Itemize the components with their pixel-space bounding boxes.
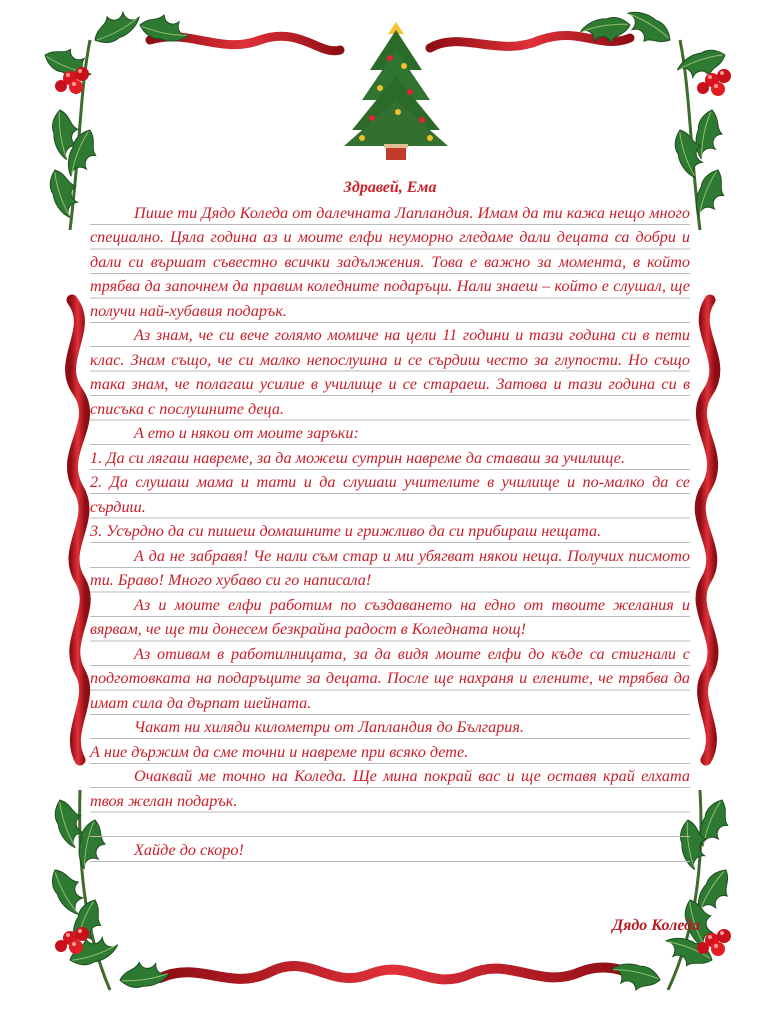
paragraph-letter-received: А да не забравя! Че нали съм стар и ми убягват някои неща. Получих писмото ти. Браво! Много хубаво си го написала!: [90, 544, 690, 593]
task-item-2: 2. Да слушаш мама и тати и да слушаш учителите в училище и по-малко да се сърдиш.: [90, 470, 690, 519]
right-ribbon: [700, 300, 715, 760]
paragraph-workshop: Аз отивам в работилницата, за да видя моите елфи до къде са стигнали с подготовката на подаръците за децата. После ще нахраня и елените, че трябва да имат сила да дърпат шейната.: [90, 642, 690, 716]
blank-line: [90, 813, 690, 838]
paragraph-distance: Чакат ни хиляди километри от Лапландия до България.: [90, 715, 690, 740]
paragraph-elves-working: Аз и моите елфи работим по създаването на едно от твоите желания и вярвам, че ще ти донесем безкрайна радост в Коледната нощ!: [90, 593, 690, 642]
bottom-ribbon: [160, 966, 630, 979]
paragraph-tasks-intro: А ето и някои от моите заръки:: [90, 421, 690, 446]
paragraph-on-time: А ние държим да сме точни и навреме при всяко дете.: [90, 740, 690, 765]
paragraph-about-you: Аз знам, че си вече голямо момиче на цели 11 години и тази година си в пети клас. Знам също, че си малко непослушна и се сърдиш често за глупости. Но също така знам, че полагаш усилие в училище и се стараеш. Затова и тази година си в списъка с послушните деца.: [90, 323, 690, 421]
greeting: Здравей, Ема: [343, 179, 437, 196]
letter-body: [90, 176, 690, 862]
task-item-1: 1. Да си лягаш навреме, за да можеш сутрин навреме да ставаш за училище.: [90, 446, 690, 471]
left-ribbon: [71, 300, 86, 760]
task-item-3: 3. Усърдно да си пишеш домашните и грижливо да си прибираш нещата.: [90, 519, 690, 544]
paragraph-intro: Пише ти Дядо Коледа от далечната Лапландия. Имам да ти кажа нещо много специално. Цяла година аз и моите елфи неуморно гледаме дали децата са добри и дали си вършат съвестно всички задължения. Това е важно за момента, в който трябва да започнем да правим коледните подаръци. Нали знаеш – който е слушал, ще получи най-хубавия подарък.: [90, 201, 690, 324]
paragraph-expect-me: Очаквай ме точно на Коледа. Ще мина покрай вас и ще оставя край елхата твоя желан подарък.: [90, 764, 690, 813]
signature: Дядо Коледа: [612, 917, 700, 934]
paragraph-goodbye: Хайде до скоро!: [90, 838, 690, 863]
